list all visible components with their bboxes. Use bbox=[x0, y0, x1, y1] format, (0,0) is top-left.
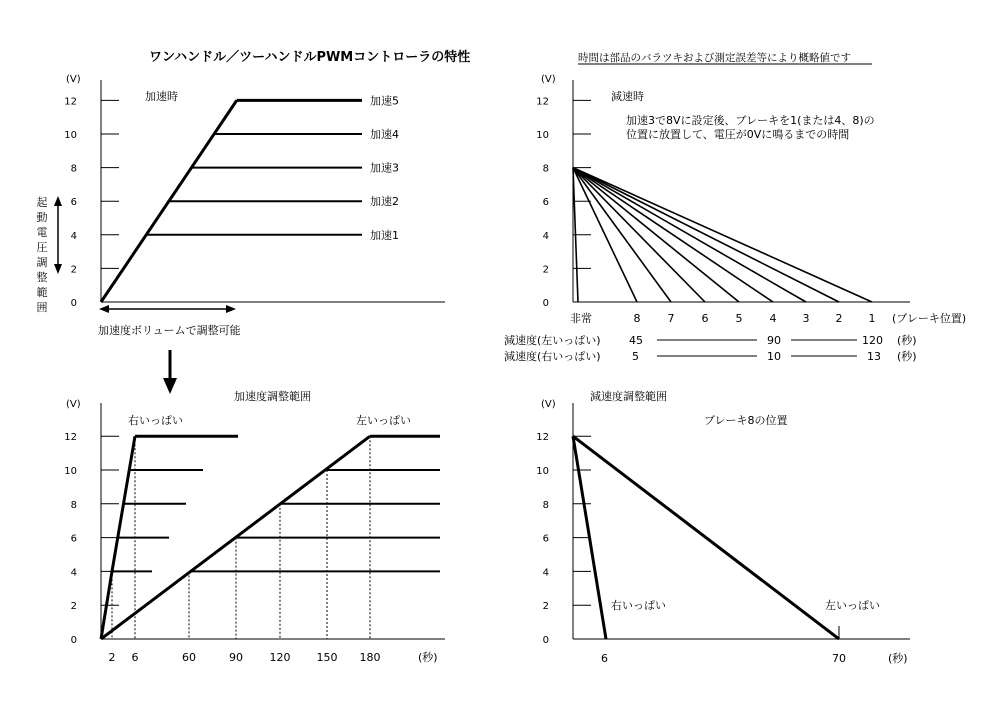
p1-axis-unit: (V) bbox=[66, 74, 81, 85]
volume-label: 加速度ボリュームで調整可能 bbox=[98, 324, 241, 337]
p3-x-label-2: 2 bbox=[108, 651, 116, 664]
p2-x-labels bbox=[570, 311, 876, 325]
p2-row2-label: 減速度(右いっぱい) bbox=[504, 350, 601, 363]
p1-y-tick-6: 6 bbox=[70, 197, 77, 209]
p3-right-label: 左いっぱい bbox=[356, 414, 411, 427]
p3-x-label-90: 90 bbox=[229, 651, 243, 664]
p3-x-unit: (秒) bbox=[418, 651, 438, 664]
side-arrow-down-icon bbox=[54, 264, 62, 274]
p4-right-label: 左いっぱい bbox=[825, 599, 880, 612]
p3-axis-unit: (V) bbox=[66, 399, 81, 410]
p4-y-tick-2: 2 bbox=[542, 601, 549, 613]
p4-y-tick-4: 4 bbox=[542, 567, 549, 579]
p2-y-tick-4: 4 bbox=[542, 230, 549, 242]
p4-axis-unit: (V) bbox=[541, 399, 556, 410]
p1-series-label-2: 加速2 bbox=[370, 195, 399, 209]
p3-y-ticks bbox=[64, 432, 119, 646]
p1-series-label-3: 加速3 bbox=[370, 161, 399, 175]
p2-x-label-6: 3 bbox=[802, 312, 810, 325]
p3-x-label-180: 180 bbox=[359, 651, 381, 664]
p1-series-label-1: 加速1 bbox=[370, 228, 399, 242]
p3-y-tick-6: 6 bbox=[70, 533, 77, 545]
top-right-note: 時間は部品のバラツキおよび測定誤差等により概略値です bbox=[578, 52, 851, 64]
p4-y-tick-8: 8 bbox=[542, 499, 549, 511]
p2-row2-v2: 10 bbox=[767, 350, 781, 363]
p1-y-tick-12: 12 bbox=[64, 96, 77, 108]
p2-x-label-2: 7 bbox=[667, 312, 675, 325]
p3-x-label-120: 120 bbox=[269, 651, 291, 664]
p3-caption: 加速度調整範囲 bbox=[234, 390, 311, 403]
p4-y-ticks bbox=[536, 432, 591, 646]
p2-caption: 減速時 bbox=[611, 90, 644, 103]
p2-x-label-4: 5 bbox=[735, 312, 743, 325]
p2-axis-unit: (V) bbox=[541, 74, 556, 85]
p4-y-tick-12: 12 bbox=[536, 432, 549, 444]
p2-decay-line-5 bbox=[573, 168, 773, 302]
p2-decay-line-3 bbox=[573, 168, 705, 302]
p2-row1-label: 減速度(左いっぱい) bbox=[504, 334, 601, 347]
panel-accel-range bbox=[64, 389, 445, 664]
panel-accel bbox=[64, 74, 445, 309]
p4-x-unit: (秒) bbox=[888, 652, 908, 665]
p1-y-tick-8: 8 bbox=[70, 163, 77, 175]
p4-x-label-70: 70 bbox=[832, 652, 846, 665]
volume-arrow-right-icon bbox=[226, 305, 236, 313]
p2-y-tick-8: 8 bbox=[542, 163, 549, 175]
p3-y-tick-8: 8 bbox=[70, 499, 77, 511]
p2-x-unit: (ブレーキ位置) bbox=[892, 312, 967, 325]
p1-y-tick-4: 4 bbox=[70, 230, 77, 242]
p4-left-label: 右いっぱい bbox=[611, 599, 666, 612]
p3-y-tick-0: 0 bbox=[70, 635, 77, 646]
p2-y-tick-0: 0 bbox=[542, 298, 549, 309]
volume-arrow-left-icon bbox=[99, 305, 109, 313]
p2-y-tick-2: 2 bbox=[542, 264, 549, 276]
p2-x-label-1: 8 bbox=[633, 312, 641, 325]
p3-y-tick-4: 4 bbox=[70, 567, 77, 579]
p3-series bbox=[101, 436, 440, 639]
p2-x-label-8: 1 bbox=[868, 312, 876, 325]
p2-x-label-7: 2 bbox=[835, 312, 843, 325]
p3-left-label: 右いっぱい bbox=[128, 414, 183, 427]
main-title: ワンハンドル／ツーハンドルPWMコントローラの特性 bbox=[149, 50, 471, 65]
p2-row2-unit: (秒) bbox=[897, 350, 917, 363]
p4-y-tick-6: 6 bbox=[542, 533, 549, 545]
p2-row1-unit: (秒) bbox=[897, 334, 917, 347]
p1-series-label-5: 加速5 bbox=[370, 94, 399, 108]
p2-decay-lines bbox=[573, 168, 872, 302]
p2-y-tick-6: 6 bbox=[542, 197, 549, 209]
p3-y-tick-2: 2 bbox=[70, 601, 77, 613]
p2-x-label-5: 4 bbox=[769, 312, 777, 325]
p2-decay-line-8 bbox=[573, 168, 872, 302]
p3-x-labels bbox=[109, 651, 381, 664]
p2-row1-v2: 90 bbox=[767, 334, 781, 347]
p2-desc-line1: 加速3で8Vに設定後、ブレーキを1(または4、8)の bbox=[626, 114, 875, 127]
p3-x-label-6: 6 bbox=[131, 651, 139, 664]
p4-y-tick-0: 0 bbox=[542, 635, 549, 646]
p2-y-ticks bbox=[536, 96, 591, 309]
p1-y-tick-0: 0 bbox=[70, 298, 77, 309]
p3-y-tick-12: 12 bbox=[64, 432, 77, 444]
p3-y-tick-10: 10 bbox=[64, 466, 77, 477]
p2-row2-v1: 5 bbox=[632, 350, 639, 363]
volume-indicator bbox=[98, 305, 241, 337]
down-arrow bbox=[163, 350, 177, 394]
p2-row1-v3: 120 bbox=[862, 334, 883, 347]
p2-desc-line2: 位置に放置して、電圧が0Vに鳴るまでの時間 bbox=[626, 128, 850, 141]
p4-caption: 減速度調整範囲 bbox=[590, 390, 667, 403]
p4-y-tick-10: 10 bbox=[536, 466, 549, 477]
p2-row1-v1: 45 bbox=[629, 334, 643, 347]
p1-series-label-4: 加速4 bbox=[370, 128, 399, 141]
p1-y-tick-10: 10 bbox=[64, 130, 77, 141]
side-label: 起動電圧調整範囲 bbox=[36, 196, 48, 314]
down-arrow-icon bbox=[163, 378, 177, 394]
p2-x-label-0: 非常 bbox=[570, 312, 592, 325]
panel-decel-range bbox=[536, 389, 910, 665]
p2-x-label-3: 6 bbox=[701, 312, 709, 325]
p3-x-label-60: 60 bbox=[182, 651, 196, 664]
p2-row2-v3: 13 bbox=[867, 350, 881, 363]
p2-decay-line-6 bbox=[573, 168, 806, 302]
p3-x-label-150: 150 bbox=[316, 651, 338, 664]
p2-y-tick-10: 10 bbox=[536, 130, 549, 141]
p2-y-tick-12: 12 bbox=[536, 96, 549, 108]
panel-decel bbox=[504, 74, 966, 363]
side-range-indicator bbox=[37, 195, 63, 314]
side-arrow-up-icon bbox=[54, 196, 62, 206]
p1-y-ticks bbox=[64, 96, 119, 309]
p4-x-label-6: 6 bbox=[601, 652, 608, 665]
p1-series bbox=[101, 93, 399, 302]
p1-y-tick-2: 2 bbox=[70, 264, 77, 276]
p4-sub-caption: ブレーキ8の位置 bbox=[704, 414, 788, 427]
p1-caption: 加速時 bbox=[145, 90, 178, 103]
p2-decay-line-7 bbox=[573, 168, 839, 302]
